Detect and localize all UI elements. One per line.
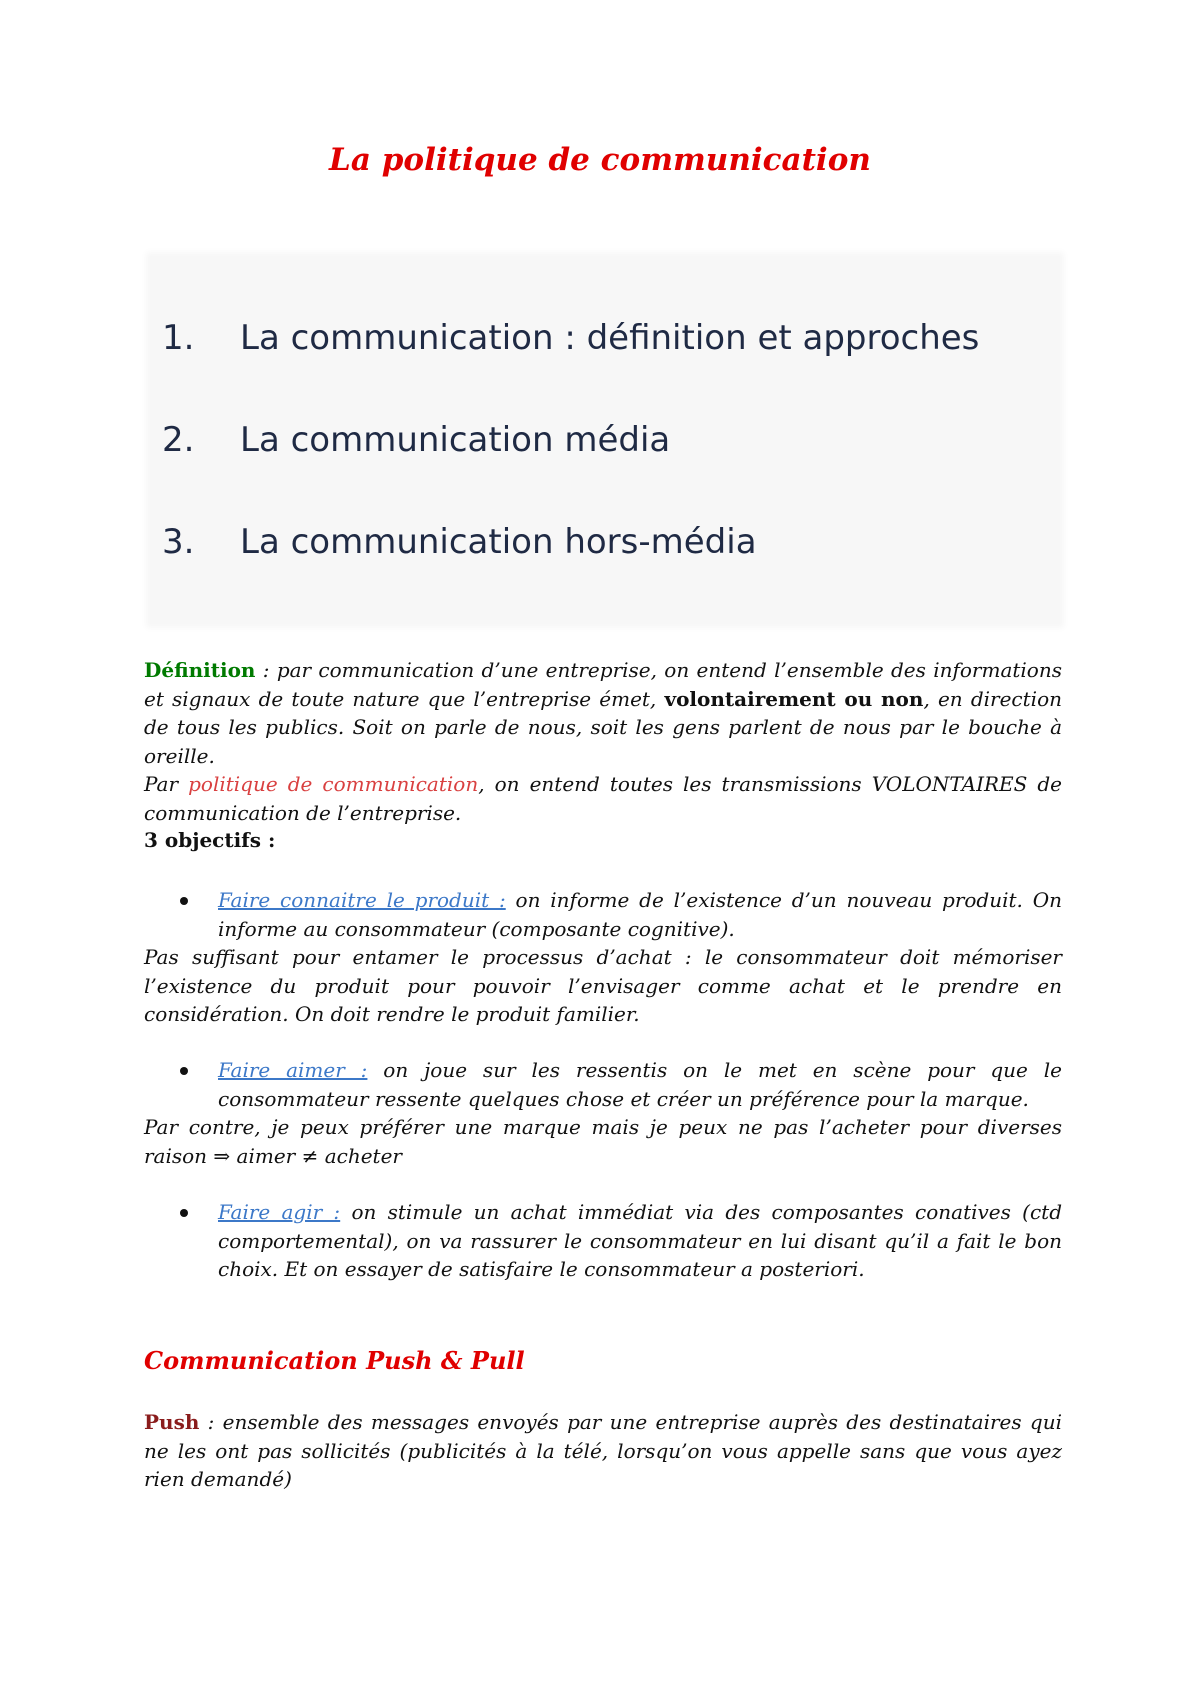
table-of-contents-image (150, 256, 1060, 624)
bullet-icon (180, 1209, 188, 1217)
objective-link[interactable]: Faire agir : (218, 1200, 341, 1224)
policy-prefix: Par (144, 772, 189, 796)
bullet-icon (180, 897, 188, 905)
objective-note: Par contre, je peux préférer une marque mais je peux ne pas l’acheter pour diverses raison ⇒ aimer ≠ acheter (144, 1115, 1062, 1168)
toc-text: La communication hors-média (240, 522, 757, 562)
objective-block (144, 1198, 1062, 1284)
objective-text: on stimule un achat immédiat via des composantes conatives (ctd comportemental), on va rassurer le consommateur en lui disant qu’il a fait le bon choix. Et on essayer de satisfaire le consommateur a posteriori. (218, 1200, 1063, 1281)
definition-text-1: : par communication d’une entreprise, on entend l’ensemble des informations et signaux de toute nature que l’entreprise émet, (144, 658, 1062, 711)
toc-text: La communication média (240, 420, 671, 460)
push-label: Push (144, 1410, 200, 1434)
definition-text-2: , en direction de tous les publics. Soit on parle de nous, soit les gens parlent de nous par le bouche à oreille. (144, 686, 1062, 768)
policy-term: politique de communication (188, 772, 479, 796)
list-item (144, 1056, 1062, 1113)
objective-link[interactable]: Faire aimer : (218, 1058, 368, 1082)
objective-text: on informe de l’existence d’un nouveau produit. On informe au consommateur (composante cognitive). (218, 888, 1062, 941)
push-pull-heading: Communication Push & Pull (144, 1346, 525, 1375)
policy-text: , on entend toutes les transmissions VOLONTAIRES de communication de l’entreprise. (144, 772, 1063, 825)
objectives-heading: 3 objectifs : (144, 828, 276, 852)
definition-label: Définition (144, 658, 256, 682)
bullet-icon (180, 1067, 188, 1075)
toc-number: 1. (162, 318, 195, 358)
objective-text: on joue sur les ressentis on le met en scène pour que le consommateur ressente quelques chose et créer un préférence pour la marque. (218, 1058, 1062, 1111)
objective-block (144, 886, 1062, 1029)
objective-link[interactable]: Faire connaitre le produit : (218, 888, 506, 912)
toc-number: 3. (162, 522, 195, 562)
toc-text: La communication : définition et approches (240, 318, 980, 358)
push-paragraph (144, 1408, 1062, 1494)
push-text: : ensemble des messages envoyés par une entreprise auprès des destinataires qui ne les ont pas sollicités (publicités à la télé, lorsqu’on vous appelle sans que vous ayez rien demandé) (144, 1410, 1062, 1491)
definition-paragraph (144, 656, 1062, 827)
objective-block (144, 1056, 1062, 1170)
list-item (144, 886, 1062, 943)
page-title: La politique de communication (329, 142, 871, 178)
definition-bold: volontairement ou non (664, 686, 924, 711)
list-item (144, 1198, 1062, 1284)
objective-note: Pas suffisant pour entamer le processus d’achat : le consommateur doit mémoriser l’existence du produit pour pouvoir l’envisager comme achat et le prendre en considération. On doit rendre le produit familier. (144, 945, 1062, 1026)
toc-number: 2. (162, 420, 195, 460)
